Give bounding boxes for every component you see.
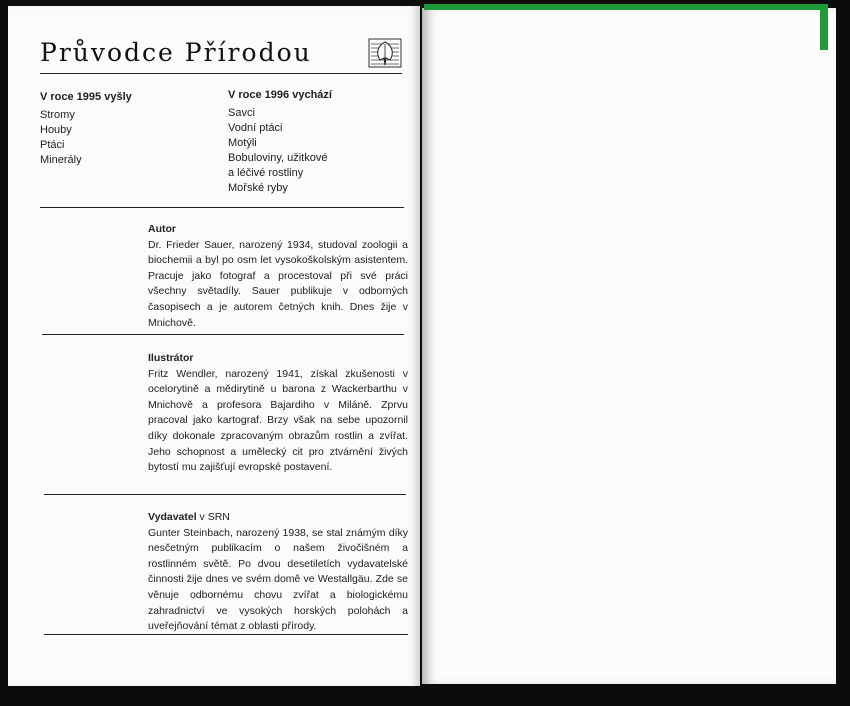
page-title: Průvodce Přírodou xyxy=(40,38,312,67)
title-rule xyxy=(40,73,402,74)
published-1996-column xyxy=(228,88,332,196)
green-edge-right xyxy=(820,4,828,50)
published-1995-heading: V roce 1995 vyšly xyxy=(40,91,132,103)
publisher-heading: Vydavatel xyxy=(148,511,197,523)
author-text: Dr. Frieder Sauer, narozený 1934, studoval zoologii a biochemii a byl po osm let vysokoškolským asistentem. Pracuje jako fotograf a procestoval při své práci všechny světadíly. Sauer publikuje v odborných časopisech a je autorem četných knih. Dnes žije v Mnichově. xyxy=(148,238,408,329)
publisher-text: Gunter Steinbach, narozený 1938, se stal známým díky nesčetným publikacím o našem živočišném a rostlinném světě. Po dvou desetiletích vydavatelské činnosti žije dnes ve svém domě ve Westallgäu. Zde se věnuje odbornému chovu zvířat a biologickému zahradnictví ve vysokých horských polohách a uveřejňování témat z oblasti přírody. xyxy=(148,526,408,633)
list-item: a léčivé rostliny xyxy=(228,167,304,179)
publisher-heading-line xyxy=(148,510,408,526)
list-item: Motýli xyxy=(228,137,257,149)
divider xyxy=(40,207,404,208)
author-section xyxy=(148,222,408,331)
author-heading: Autor xyxy=(148,223,176,235)
illustrator-section xyxy=(148,351,408,476)
published-1995-column xyxy=(40,90,132,168)
green-edge-top xyxy=(424,4,826,10)
publisher-section xyxy=(148,510,408,635)
divider xyxy=(42,334,404,335)
list-item: Vodní ptáci xyxy=(228,122,283,134)
list-item: Stromy xyxy=(40,109,75,121)
publisher-heading-suffix: v SRN xyxy=(196,511,230,523)
list-item: Ptáci xyxy=(40,139,65,151)
list-item: Mořské ryby xyxy=(228,182,288,194)
right-page xyxy=(422,8,836,684)
divider xyxy=(44,634,408,635)
divider xyxy=(44,494,406,495)
published-1996-heading: V roce 1996 vychází xyxy=(228,89,332,101)
leaf-logo-icon xyxy=(368,38,402,68)
list-item: Houby xyxy=(40,124,72,136)
list-item: Minerály xyxy=(40,154,82,166)
illustrator-heading: Ilustrátor xyxy=(148,352,194,364)
list-item: Savci xyxy=(228,107,255,119)
list-item: Bobuloviny, užitkové xyxy=(228,152,328,164)
illustrator-text: Fritz Wendler, narozený 1941, získal zkušenosti v ocelorytině a mědirytině u barona z Wackerbarthu v Mnichově a profesora Bajardiho v Miláně. Zprvu pracoval jako kartograf. Brzy však na sebe upozornil díky dokonale zpracovaným obrazům rostlin a zvířat. Jeho schopnost a umělecký cit pro ztvárnění živých bytostí mu zajišťují evropské postavení. xyxy=(148,367,408,474)
